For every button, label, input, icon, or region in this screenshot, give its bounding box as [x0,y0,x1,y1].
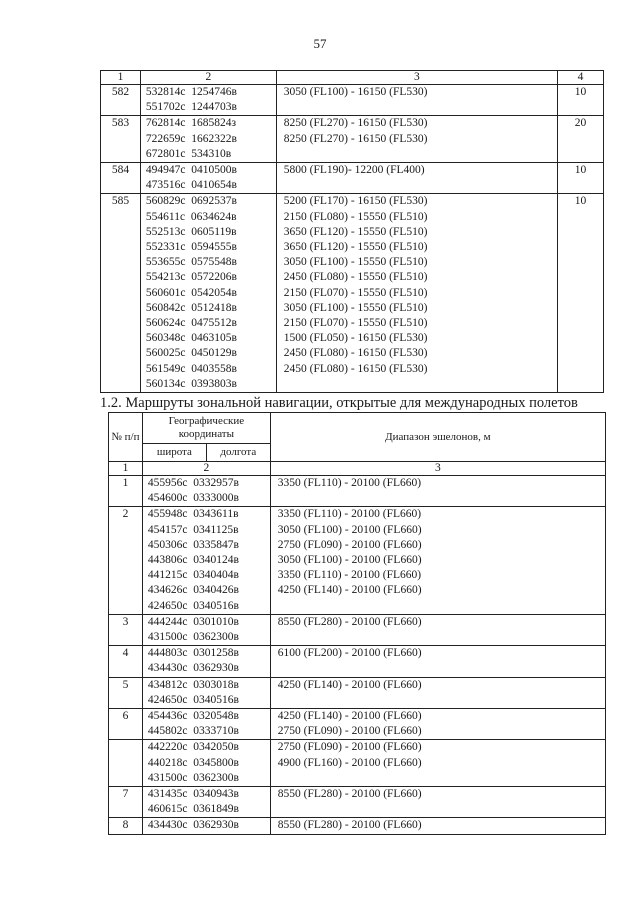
column-number: 3 [276,71,557,85]
coordinates-line: 560134с 0393803в [145,377,237,390]
coordinates [142,709,270,740]
flight-levels [270,740,605,787]
routes-table-body [101,71,604,393]
flight-levels-line: 8250 (FL270) - 16150 (FL530) [283,117,428,130]
route-number: 582 [101,85,141,116]
coordinates [140,116,276,163]
table-row [101,85,604,116]
coordinates-line: 560348с 0463105в [145,332,237,345]
header-coords [142,413,270,462]
flight-levels-line: 4250 (FL140) - 20100 (FL660) [277,678,422,691]
flight-levels [270,476,605,507]
value-col4: 10 [558,194,604,393]
coordinates-line: 552331с 0594555в [145,241,237,254]
coordinates [140,163,276,194]
coordinates-line: 431500с 0362300в [147,771,239,784]
coordinates-line: 434812с 0303018в [147,678,239,691]
flight-levels-line: 3350 (FL110) - 20100 (FL660) [277,508,422,521]
flight-levels-line: 3650 (FL120) - 15550 (FL510) [283,241,428,254]
coordinates [142,740,270,787]
coordinates-line: 442220с 0342050в [147,741,239,754]
flight-levels-line: 2750 (FL090) - 20100 (FL660) [277,741,422,754]
coordinates-line: 424650с 0340516в [147,599,239,612]
route-number: 8 [109,818,143,834]
coordinates-line: 431435с 0340943в [147,788,239,801]
flight-levels-line: 2750 (FL090) - 20100 (FL660) [277,725,422,738]
flight-levels-line: 5200 (FL170) - 16150 (FL530) [283,195,428,208]
coordinates-line: 554213с 0572206в [145,271,237,284]
column-number: 1 [109,462,143,476]
table-row [109,787,606,818]
coordinates-line: 560624с 0475512в [145,317,237,330]
coordinates-line: 532814с 1254746в [145,86,237,98]
flight-levels-line: 2450 (FL080) - 16150 (FL530) [283,347,428,360]
coordinates-line: 431500с 0362300в [147,631,239,644]
route-number: 7 [109,787,143,818]
flight-levels-line: 1500 (FL050) - 16150 (FL530) [283,332,428,345]
route-number: 2 [109,507,143,614]
column-number: 1 [101,71,141,85]
flight-levels-line: 3350 (FL110) - 20100 (FL660) [277,477,422,489]
value-col4: 20 [558,116,604,163]
flight-levels-line: 3050 (FL100) - 15550 (FL510) [283,256,428,269]
coordinates-line: 443806с 0340124в [147,554,239,567]
coordinates-line: 554611с 0634624в [145,210,237,223]
flight-levels [276,163,557,194]
route-number: 1 [109,476,143,507]
flight-levels-line: 2450 (FL080) - 16150 (FL530) [283,362,428,375]
flight-levels-line: 4250 (FL140) - 20100 (FL660) [277,710,422,723]
coordinates-line: 553655с 0575548в [145,256,237,269]
coordinates-line: 560842с 0512418в [145,301,237,314]
route-number: 585 [101,194,141,393]
coordinates-line: 455956с 0332957в [147,477,239,489]
value-col4: 10 [558,163,604,194]
rnav-routes-table-body [109,413,606,835]
route-number: 6 [109,709,143,740]
section-title: 1.2. Маршруты зональной навигации, открытые для международных полетов [100,395,578,411]
coordinates-line: 444803с 0301258в [147,647,239,660]
column-number: 3 [270,462,605,476]
table-row [101,194,604,393]
route-number: 3 [109,614,143,645]
coordinates-line: 551702с 1244703в [145,101,237,114]
table-row [109,646,606,677]
coordinates [142,677,270,708]
header-coords-label: Географические координаты [168,415,245,440]
coordinates-line: 450306с 0335847в [147,538,239,551]
table-row [109,614,606,645]
coordinates [142,507,270,614]
flight-levels-line: 3050 (FL100) - 15550 (FL510) [283,301,428,314]
flight-levels-line: 3050 (FL100) - 20100 (FL660) [277,523,422,536]
flight-levels-line: 4900 (FL160) - 20100 (FL660) [277,756,422,769]
coordinates-line: 560601с 0542054в [145,286,237,299]
coordinates-line: 440218с 0345800в [147,756,239,769]
flight-levels-line: 3350 (FL110) - 20100 (FL660) [277,569,422,582]
coordinates-line: 454157с 0341125в [147,523,239,536]
table-row [109,476,606,507]
routes-table-continued [100,70,604,393]
coordinates-line: 560025с 0450129в [145,347,237,360]
coordinates-line: 434430с 0362930в [147,819,239,832]
coordinates-line: 434626с 0340426в [147,584,239,597]
header-coords-sub [143,443,270,461]
value-col4: 10 [558,85,604,116]
coordinates-line: 722659с 1662322в [145,132,237,145]
table-row [101,163,604,194]
route-number: 5 [109,677,143,708]
flight-levels-line: 8550 (FL280) - 20100 (FL660) [277,788,422,801]
table-row [109,677,606,708]
coordinates-line: 762814с 1685824з [145,117,237,130]
table-row [109,709,606,740]
coordinates-line: 560829с 0692537в [145,195,237,208]
flight-levels [270,818,605,834]
flight-levels-line: 2150 (FL080) - 15550 (FL510) [283,210,428,223]
table-row [101,116,604,163]
flight-levels [270,507,605,614]
coordinates-line: 454600с 0333000в [147,492,239,505]
coordinates-line: 460615с 0361849в [147,803,239,816]
flight-levels-line: 6100 (FL200) - 20100 (FL660) [277,647,422,660]
flight-levels [270,646,605,677]
flight-levels-line: 5800 (FL190)- 12200 (FL400) [283,164,425,177]
coordinates [142,818,270,834]
column-number: 2 [142,462,270,476]
coordinates-line: 672801с 534310в [145,147,232,160]
flight-levels-line: 2150 (FL070) - 15550 (FL510) [283,317,428,330]
flight-levels [270,709,605,740]
coordinates-line: 444244с 0301010в [147,615,239,628]
flight-levels [270,677,605,708]
flight-levels-line: 8550 (FL280) - 20100 (FL660) [277,615,422,628]
flight-levels-line: 2750 (FL090) - 20100 (FL660) [277,538,422,551]
header-num: № п/п [109,413,143,462]
flight-levels [276,194,557,393]
coordinates [142,476,270,507]
coordinates-line: 552513с 0605119в [145,225,237,238]
coordinates-line: 473516с 0410654в [145,179,237,192]
column-number-row [109,462,606,476]
coordinates-line: 561549с 0403558в [145,362,237,375]
header-row [109,413,606,462]
table-row [109,818,606,834]
table-row [109,740,606,787]
flight-levels-line: 8550 (FL280) - 20100 (FL660) [277,819,422,832]
page-number: 57 [313,36,327,51]
column-number: 4 [558,71,604,85]
rnav-routes-table [108,412,606,835]
header-levels: Диапазон эшелонов, м [270,413,605,462]
coordinates-line: 494947с 0410500в [145,164,237,177]
route-number [109,740,143,787]
route-number: 4 [109,646,143,677]
coordinates-line: 455948с 0343611в [147,508,239,521]
flight-levels-line: 8250 (FL270) - 16150 (FL530) [283,132,428,145]
coordinates-line: 445802с 0333710в [147,725,239,738]
coordinates-line: 454436с 0320548в [147,710,239,723]
header-longitude: долгота [206,444,270,461]
flight-levels [270,614,605,645]
coordinates [142,646,270,677]
column-number-row [101,71,604,85]
route-number: 584 [101,163,141,194]
coordinates [142,787,270,818]
flight-levels-line: 3650 (FL120) - 15550 (FL510) [283,225,428,238]
coordinates [142,614,270,645]
table-row [109,507,606,614]
column-number: 2 [140,71,276,85]
flight-levels-line: 2450 (FL080) - 15550 (FL510) [283,271,428,284]
coordinates [140,85,276,116]
flight-levels [276,85,557,116]
route-number: 583 [101,116,141,163]
flight-levels-line: 2150 (FL070) - 15550 (FL510) [283,286,428,299]
coordinates [140,194,276,393]
flight-levels-line: 3050 (FL100) - 20100 (FL660) [277,554,422,567]
header-latitude: широта [156,446,192,458]
coordinates-line: 434430с 0362930в [147,662,239,675]
flight-levels-line: 4250 (FL140) - 20100 (FL660) [277,584,422,597]
flight-levels [270,787,605,818]
coordinates-line: 424650с 0340516в [147,693,239,706]
flight-levels-line: 3050 (FL100) - 16150 (FL530) [283,86,428,98]
coordinates-line: 441215с 0340404в [147,569,239,582]
flight-levels [276,116,557,163]
